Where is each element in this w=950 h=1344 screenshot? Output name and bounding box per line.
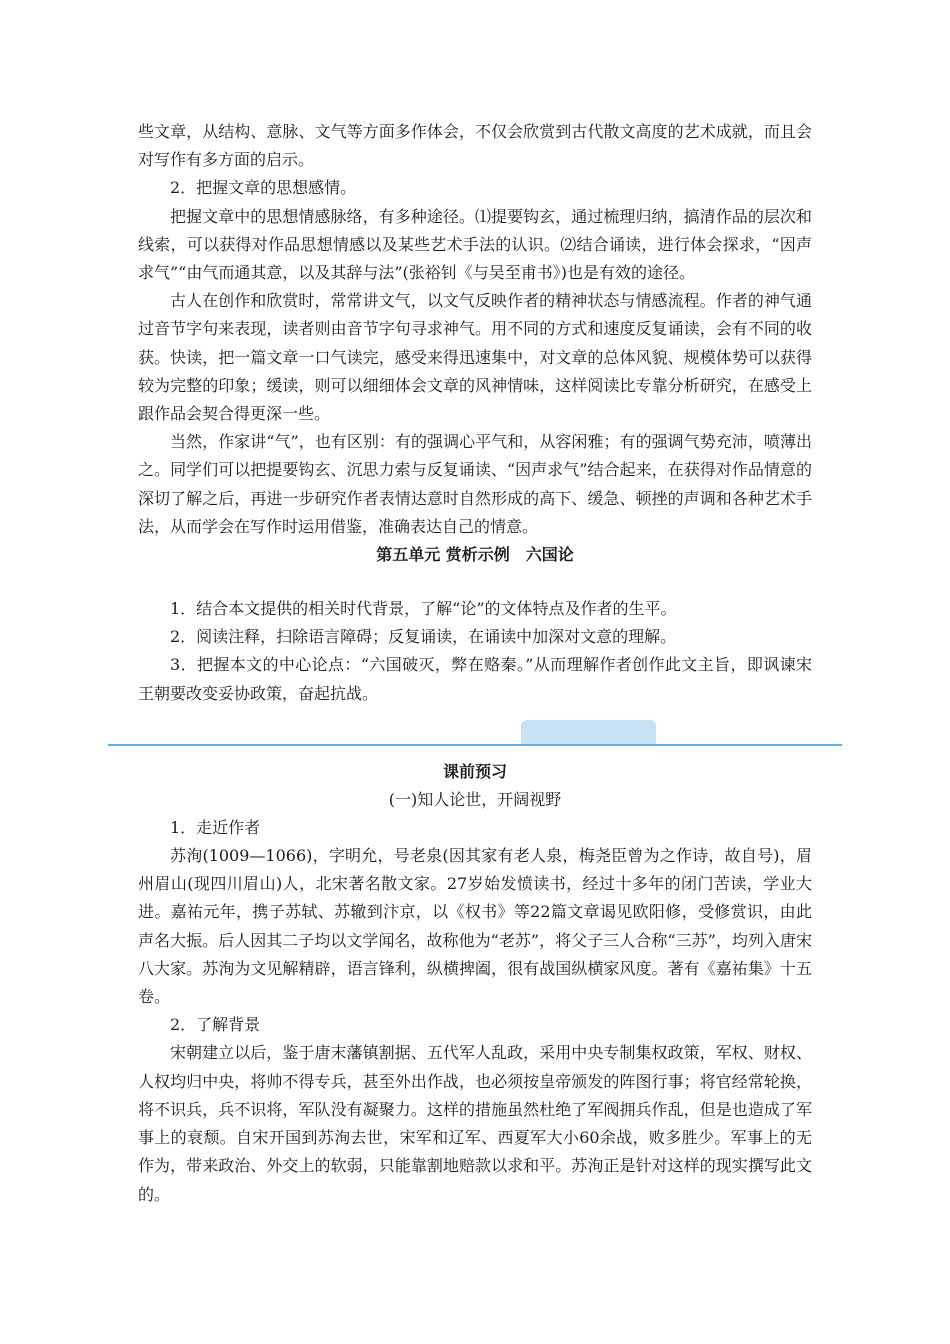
unit-title: 第五单元 赏析示例 六国论 — [376, 545, 574, 565]
author-paragraph: 苏洵(1009—1066)，字明允，号老泉(因其家有老人泉，梅尧臣曾为之作诗，故自号)，眉州眉山(现四川眉山)人，北宋著名散文家。27岁始发愤读书，经过十多年的闭门苦读，学业大进。嘉祐元年，携子苏轼、苏辙到汴京，以《权书》等22篇文章谒见欧阳修，受修赏识，由此声名大振。后人因其二子均以文学闻名，故称他为“老苏”，将父子三人合称“三苏”，均列入唐宋八大家。苏洵为文见解精辟，语言锋利，纵横捭阖，很有战国纵横家风度。著有《嘉祐集》十五卷。 — [138, 846, 812, 1007]
paragraph-emotion-paths: 把握文章中的思想情感脉络，有多种途径。⑴提要钩玄，通过梳理归纳，搞清作品的层次和线索，可以获得对作品思想情感以及某些艺术手法的认识。⑵结合诵读，进行体会探求，“因声求气”“由气而通其意，以及其辞与法”(张裕钊《与吴至甫书》)也是有效的途径。 — [138, 206, 812, 283]
paragraph-qi-difference: 当然，作家讲“气”，也有区别：有的强调心平气和，从容闲雅；有的强调气势充沛，喷薄出之。同学们可以把提要钩玄、沉思力索与反复诵读、“因声求气”结合起来，在获得对作品情意的深切了解之后，再进一步研究作者表情达意时自然形成的高下、缓急、顿挫的声调和各种艺术手法，从而学会在写作时运用借鉴，准确表达自己的情意。 — [138, 432, 812, 536]
spacer — [138, 569, 812, 595]
background-heading: 2．了解背景 — [170, 1015, 261, 1035]
point-heading-2: 2．把握文章的思想感情。 — [170, 178, 357, 198]
paragraph-continuation: 些文章，从结构、意脉、文气等方面多作体会，不仅会欣赏到古代散文高度的艺术成就，而且会对写作有多方面的启示。 — [138, 122, 812, 170]
section-tab — [521, 720, 656, 746]
divider-line — [108, 744, 842, 746]
goal-item-3: 3．把握本文的中心论点：“六国破灭，弊在赂秦。”从而理解作者创作此文主旨，即讽谏宋王朝要改变妥协政策，奋起抗战。 — [138, 655, 812, 703]
paragraph-wenqi: 古人在创作和欣赏时，常常讲文气，以文气反映作者的精神状态与情感流程。作者的神气通过音节字句来表现，读者则由音节字句寻求神气。用不同的方式和速度反复诵读，会有不同的收获。快读，把一篇文章一口气读完，感受来得迅速集中，对文章的总体风貌、规模体势可以获得较为完整的印象；缓读，则可以细细体会文章的风神情味，这样阅读比专靠分析研究，在感受上跟作品会契合得更深一些。 — [138, 291, 812, 424]
preview-subtitle: (一)知人论世，开阔视野 — [388, 789, 562, 809]
goal-item-1: 1．结合本文提供的相关时代背景，了解“论”的文体特点及作者的生平。 — [170, 599, 677, 619]
goal-item-2: 2．阅读注释，扫除语言障碍；反复诵读，在诵读中加深对文意的理解。 — [170, 627, 677, 647]
author-heading: 1．走近作者 — [170, 817, 261, 837]
background-paragraph: 宋朝建立以后，鉴于唐末藩镇割据、五代军人乱政，采用中央专制集权政策，军权、财权、人权均归中央，将帅不得专兵，甚至外出作战，也必须按皇帝颁发的阵图行事；将官经常轮换，将不识兵，兵不识将，军队没有凝聚力。这样的措施虽然杜绝了军阀拥兵作乱，但是也造成了军事上的衰颓。自宋开国到苏洵去世，宋军和辽军、西夏军大小60余战，败多胜少。军事上的无作为，带来政治、外交上的软弱，只能靠割地赔款以求和平。苏洵正是针对这样的现实撰写此文的。 — [138, 1043, 812, 1204]
preview-title: 课前预习 — [442, 761, 507, 781]
section-divider — [108, 718, 842, 748]
